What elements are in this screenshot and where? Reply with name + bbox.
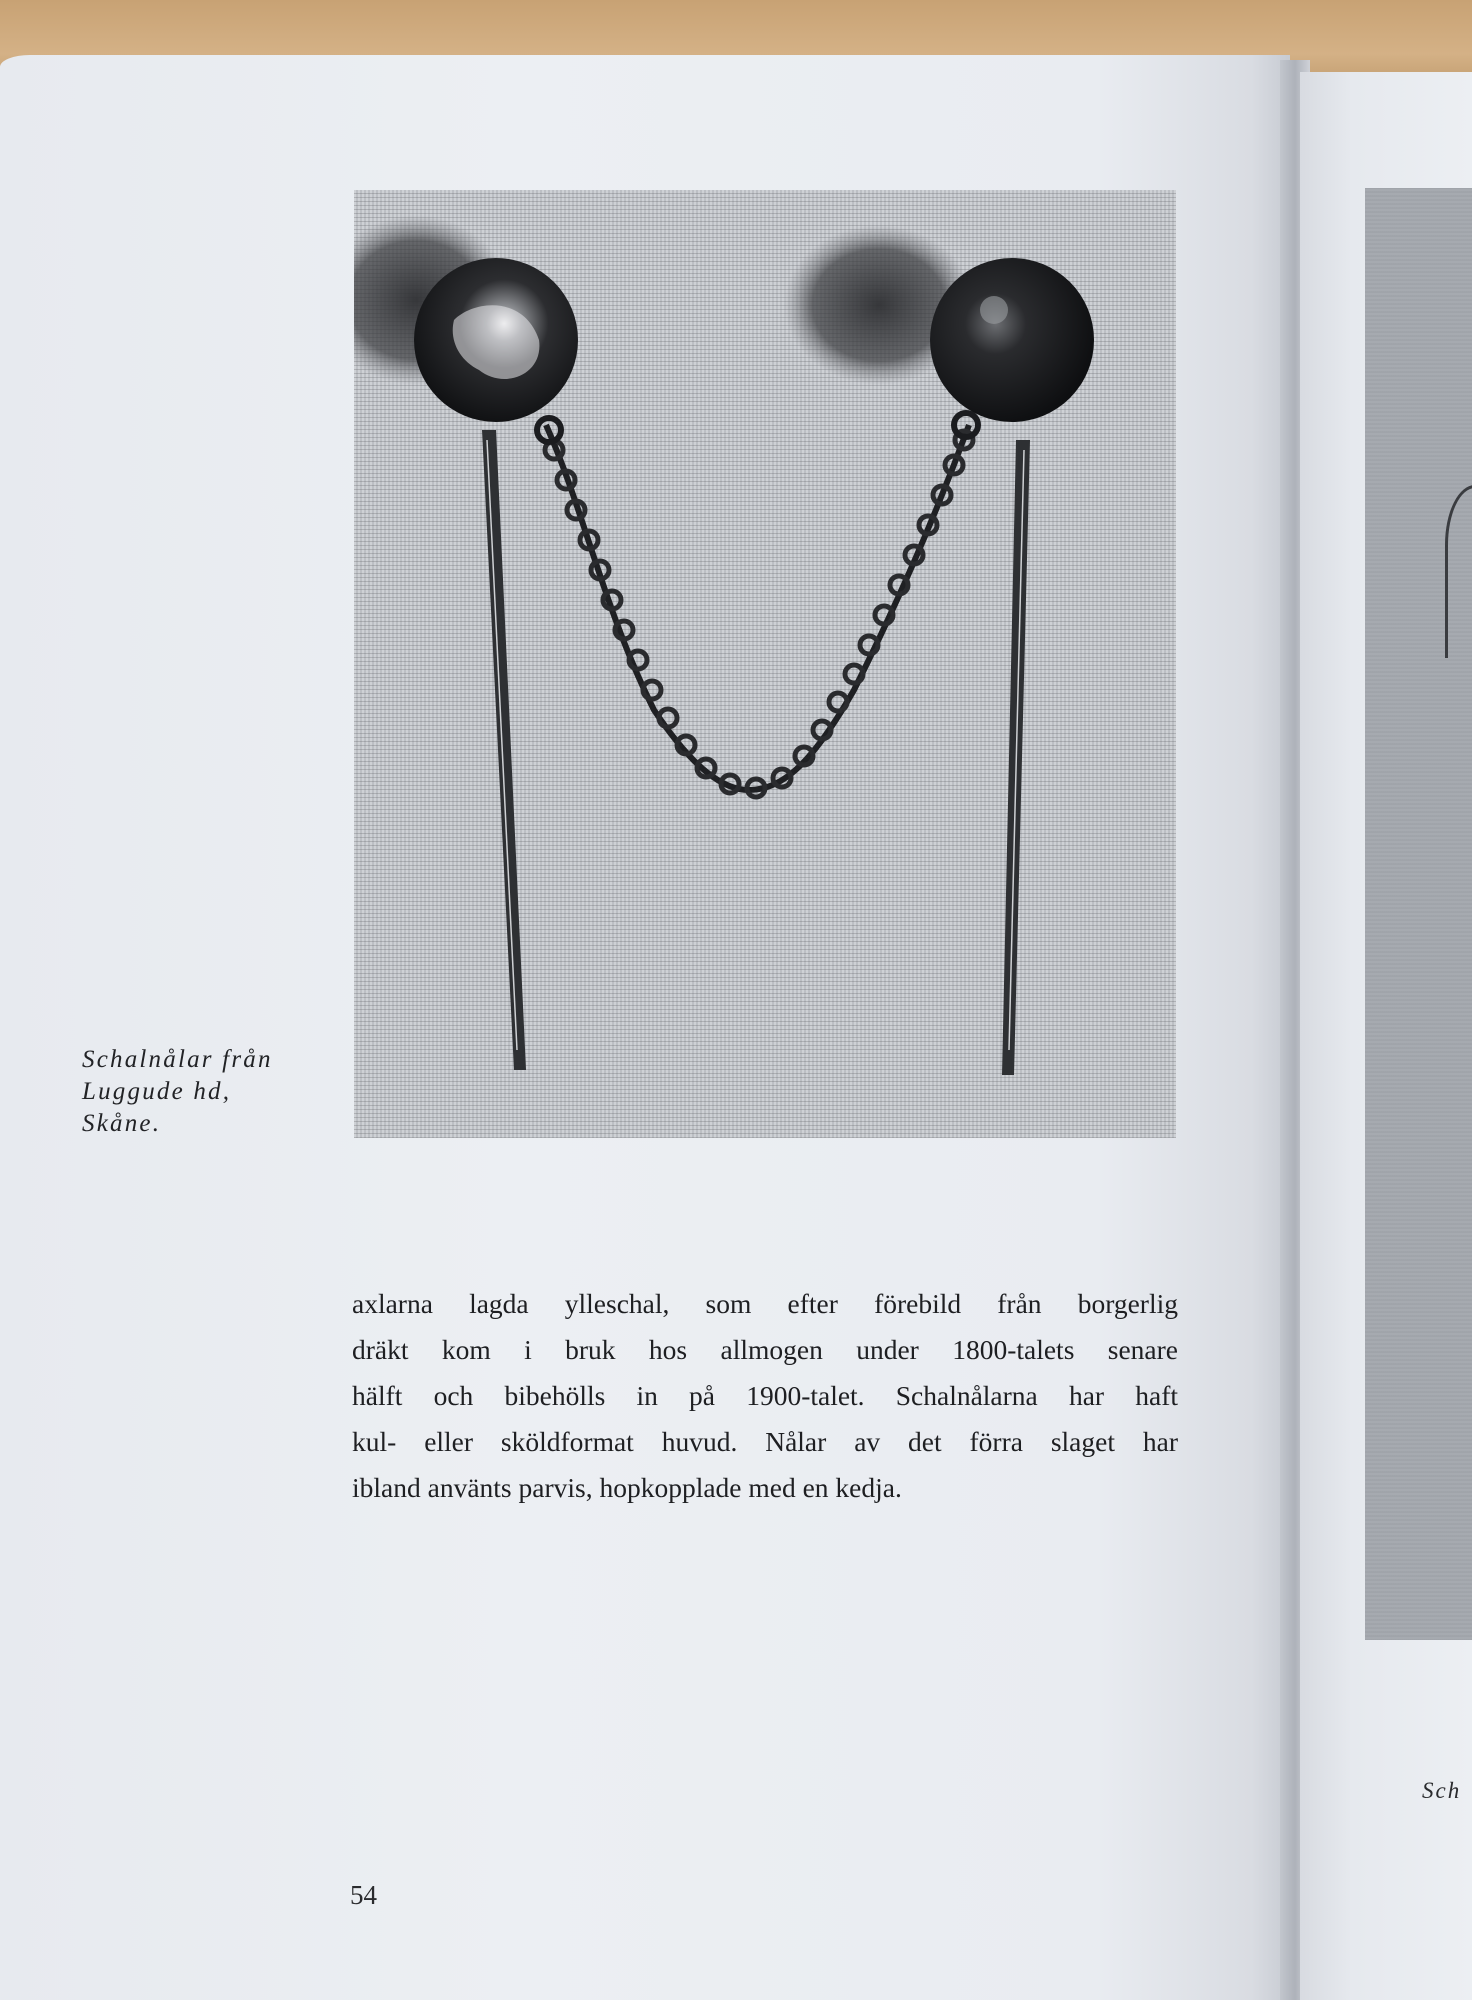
facing-page-caption: Sch bbox=[1422, 1778, 1462, 1803]
chain-links bbox=[545, 431, 973, 797]
page-number: 54 bbox=[350, 1880, 377, 1910]
caption-line: Skåne. bbox=[82, 1110, 162, 1137]
left-pin-shaft bbox=[482, 430, 526, 1070]
caption-line: Schalnålar från bbox=[82, 1046, 273, 1073]
body-line: axlarna lagda ylleschal, som efter förebild från borgerlig bbox=[352, 1288, 1178, 1319]
shawl-pins-illustration bbox=[354, 190, 1176, 1138]
figure-photo bbox=[354, 190, 1176, 1138]
body-line: hälft och bibehölls in på 1900-talet. Schalnålarna har haft bbox=[352, 1380, 1178, 1411]
body-paragraph bbox=[352, 1281, 1178, 1511]
body-line: ibland använts parvis, hopkopplade med en kedja. bbox=[352, 1472, 902, 1503]
body-line: dräkt kom i bruk hos allmogen under 1800-talets senare bbox=[352, 1334, 1178, 1365]
facing-page-photo bbox=[1365, 188, 1472, 1640]
figure-caption bbox=[82, 1044, 312, 1140]
bleed-through-text bbox=[160, 965, 167, 995]
right-pin-head bbox=[930, 258, 1094, 422]
facing-page-photo-object bbox=[1445, 485, 1472, 658]
caption-line: Luggude hd, bbox=[82, 1078, 232, 1105]
body-line: kul- eller sköldformat huvud. Nålar av det förra slaget har bbox=[352, 1426, 1178, 1457]
